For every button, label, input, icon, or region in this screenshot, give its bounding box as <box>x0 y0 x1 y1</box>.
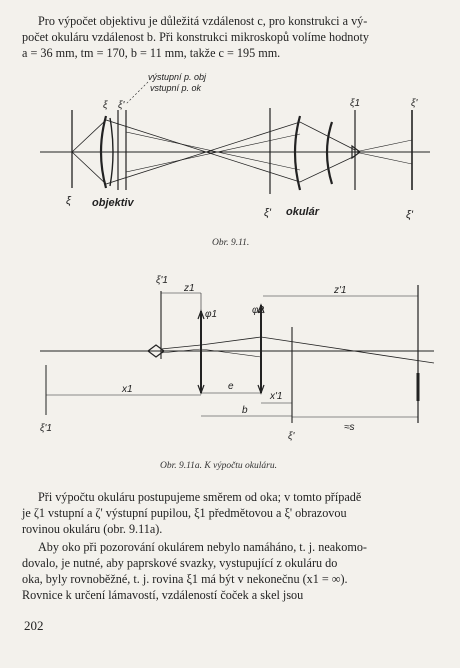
label-phi2: φ2 <box>252 305 265 316</box>
intro-line: Pro výpočet objektivu je důležitá vzdálenost c, pro konstrukci a vý- <box>38 14 368 28</box>
label-xi-bottom-mid: ξ' <box>264 207 272 219</box>
label-xi-prime-right: ξ' <box>411 98 418 109</box>
body-line: dovalo, je nutné, aby paprskové svazky, vystupující z okuláru do <box>22 556 338 570</box>
label-xi1: ξ1 <box>350 98 361 109</box>
label-xi-bottom: ξ <box>66 195 71 207</box>
page-number: 202 <box>24 618 44 633</box>
label-z1-prime: z'1 <box>334 285 347 296</box>
label-x1: x1 <box>122 384 133 395</box>
label-xi-prime-bottom: ξ' <box>288 431 295 442</box>
body-paragraph-1 <box>22 489 438 537</box>
body-paragraph-2 <box>22 539 438 603</box>
label-b: b <box>242 405 248 416</box>
label-xi: ξ <box>103 100 108 111</box>
intro-line: počet okuláru vzdálenost b. Při konstrukci mikroskopů volíme hodnoty <box>22 30 369 44</box>
intro-paragraph <box>22 13 438 61</box>
label-approx-s: ≈s <box>344 422 355 433</box>
label-e: e <box>228 381 234 392</box>
body-line: Rovnice k určení lámavostí, vzdáleností čoček a skel jsou <box>22 588 304 602</box>
label-phi1: φ1 <box>205 309 218 320</box>
figure-9-11 <box>0 70 460 250</box>
figure-9-11a-caption: Obr. 9.11a. K výpočtu okuláru. <box>160 461 277 471</box>
label-x1-prime: x'1 <box>270 391 283 402</box>
label-xi1-prime-top: ξ'1 <box>156 275 168 286</box>
intro-line: a = 36 mm, tm = 170, b = 11 mm, takže c = 195 mm. <box>22 46 281 60</box>
label-vstupni: vstupní p. ok <box>150 83 202 93</box>
label-vystupni: výstupní p. obj <box>148 72 207 82</box>
label-objektiv: objektiv <box>92 197 134 209</box>
label-xi-bottom-right: ξ' <box>406 209 414 221</box>
body-line: je ζ1 vstupní a ζ' výstupní pupilou, ξ1 předmětovou a ξ' obrazovou <box>22 506 347 520</box>
body-line: Při výpočtu okuláru postupujeme směrem od oka; v tomto případě <box>38 490 362 504</box>
figure-9-11a <box>0 265 460 455</box>
body-line: oka, byly rovnoběžné, t. j. rovina ξ1 má být v nekonečnu (x1 = ∞). <box>22 572 348 586</box>
label-xi1-prime-bottom: ξ'1 <box>40 423 52 434</box>
body-line: Aby oko při pozorování okulárem nebylo namáháno, t. j. neakomo- <box>38 540 367 554</box>
label-okular: okulár <box>286 206 320 218</box>
label-xi-prime: ξ' <box>118 100 125 111</box>
figure-9-11-caption: Obr. 9.11. <box>212 238 250 248</box>
body-line: rovinou okuláru (obr. 9.11a). <box>22 522 163 536</box>
label-z1: z1 <box>184 283 195 294</box>
